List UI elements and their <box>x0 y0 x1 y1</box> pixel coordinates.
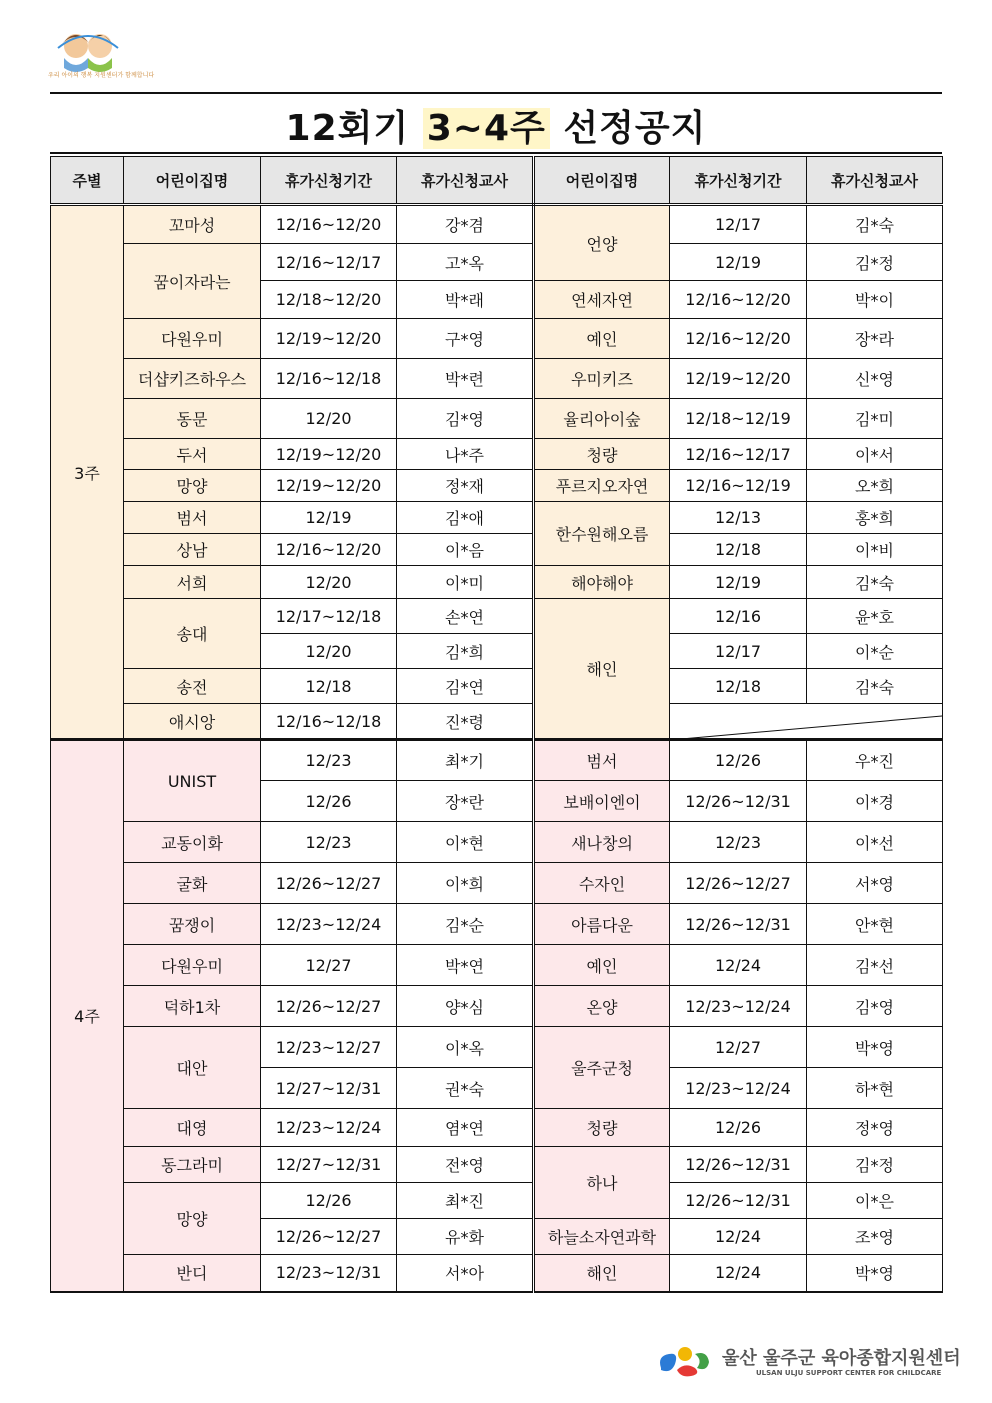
center-name: 율리아이숲 <box>534 399 670 439</box>
period-cell: 12/16~12/20 <box>261 534 397 566</box>
period-cell: 12/20 <box>261 399 397 439</box>
table-row <box>51 945 943 986</box>
table-row <box>51 740 943 781</box>
period-cell: 12/19~12/20 <box>670 359 807 399</box>
title-suffix: 선정공지 <box>563 108 707 149</box>
teacher-cell: 이*현 <box>397 822 534 863</box>
col-header: 어린이집명 <box>534 157 670 205</box>
center-name: 망양 <box>124 470 261 502</box>
center-name: 상남 <box>124 534 261 566</box>
period-cell: 12/16~12/20 <box>670 319 807 359</box>
period-cell: 12/20 <box>261 566 397 599</box>
period-cell: 12/23~12/31 <box>261 1255 397 1292</box>
center-name: 동그라미 <box>124 1147 261 1183</box>
teacher-cell: 정*재 <box>397 470 534 502</box>
center-name: 서희 <box>124 566 261 599</box>
center-name: 꼬마성 <box>124 205 261 244</box>
col-header: 주별 <box>51 157 124 205</box>
teacher-cell: 이*경 <box>807 781 943 822</box>
teacher-cell: 장*란 <box>397 781 534 822</box>
center-name: 해야해야 <box>534 566 670 599</box>
empty-slash-cell <box>670 704 943 740</box>
table-row <box>51 1147 943 1183</box>
center-name: 덕하1차 <box>124 986 261 1027</box>
center-name: 대영 <box>124 1109 261 1147</box>
period-cell: 12/23~12/24 <box>261 1109 397 1147</box>
teacher-cell: 손*연 <box>397 599 534 634</box>
period-cell: 12/23 <box>261 822 397 863</box>
period-cell: 12/26~12/31 <box>670 1183 807 1219</box>
teacher-cell: 박*이 <box>807 281 943 319</box>
table-row <box>51 986 943 1027</box>
center-name: 푸르지오자연 <box>534 470 670 502</box>
page-title <box>50 100 942 151</box>
center-name: 울주군청 <box>534 1027 670 1109</box>
period-cell: 12/26~12/31 <box>670 904 807 945</box>
org-subtitle: ULSAN ULJU SUPPORT CENTER FOR CHILDCARE <box>756 1369 942 1377</box>
center-name: 수자인 <box>534 863 670 904</box>
period-cell: 12/26~12/27 <box>261 863 397 904</box>
period-cell: 12/26~12/31 <box>670 781 807 822</box>
teacher-cell: 이*서 <box>807 439 943 470</box>
center-name: 언양 <box>534 205 670 281</box>
teacher-cell: 김*미 <box>807 399 943 439</box>
week-label: 3주 <box>51 205 124 740</box>
center-name: 하나 <box>534 1147 670 1219</box>
col-header: 휴가신청교사 <box>397 157 534 205</box>
period-cell: 12/27~12/31 <box>261 1147 397 1183</box>
period-cell: 12/26~12/27 <box>261 986 397 1027</box>
center-name: 송대 <box>124 599 261 669</box>
period-cell: 12/19 <box>261 502 397 534</box>
col-header: 휴가신청기간 <box>670 157 807 205</box>
center-name: 온양 <box>534 986 670 1027</box>
table-row <box>51 359 943 399</box>
teacher-cell: 홍*희 <box>807 502 943 534</box>
center-name: 더샵키즈하우스 <box>124 359 261 399</box>
teacher-cell: 오*희 <box>807 470 943 502</box>
center-name: 연세자연 <box>534 281 670 319</box>
center-name: 다원우미 <box>124 319 261 359</box>
teacher-cell: 김*선 <box>807 945 943 986</box>
period-cell: 12/17 <box>670 634 807 669</box>
period-cell: 12/23~12/27 <box>261 1027 397 1068</box>
period-cell: 12/27 <box>261 945 397 986</box>
teacher-cell: 이*옥 <box>397 1027 534 1068</box>
teacher-cell: 이*순 <box>807 634 943 669</box>
period-cell: 12/27 <box>670 1027 807 1068</box>
center-name: 해인 <box>534 599 670 740</box>
period-cell: 12/16~12/18 <box>261 704 397 740</box>
teacher-cell: 김*영 <box>397 399 534 439</box>
teacher-cell: 장*라 <box>807 319 943 359</box>
teacher-cell: 이*미 <box>397 566 534 599</box>
teacher-cell: 조*영 <box>807 1219 943 1255</box>
title-highlight: 3~4주 <box>423 108 550 149</box>
period-cell: 12/27~12/31 <box>261 1068 397 1109</box>
period-cell: 12/19~12/20 <box>261 319 397 359</box>
center-name: 범서 <box>534 740 670 781</box>
period-cell: 12/19~12/20 <box>261 470 397 502</box>
period-cell: 12/23 <box>670 822 807 863</box>
title-prefix: 12회기 <box>285 108 410 149</box>
teacher-cell: 박*영 <box>807 1027 943 1068</box>
center-name: 범서 <box>124 502 261 534</box>
period-cell: 12/18 <box>670 669 807 704</box>
teacher-cell: 안*현 <box>807 904 943 945</box>
footer-logo <box>655 1340 715 1380</box>
period-cell: 12/24 <box>670 945 807 986</box>
period-cell: 12/26 <box>670 1109 807 1147</box>
table-row <box>51 1027 943 1068</box>
teacher-cell: 우*진 <box>807 740 943 781</box>
table-row <box>51 1109 943 1147</box>
period-cell: 12/26~12/31 <box>670 1147 807 1183</box>
period-cell: 12/16~12/19 <box>670 470 807 502</box>
center-name: 하늘소자연과학 <box>534 1219 670 1255</box>
period-cell: 12/26 <box>670 740 807 781</box>
teacher-cell: 서*아 <box>397 1255 534 1292</box>
teacher-cell: 김*숙 <box>807 669 943 704</box>
table-row <box>51 205 943 244</box>
diagonal-line <box>670 704 943 740</box>
period-cell: 12/17~12/18 <box>261 599 397 634</box>
teacher-cell: 박*련 <box>397 359 534 399</box>
period-cell: 12/19 <box>670 244 807 281</box>
table-row <box>51 534 943 566</box>
teacher-cell: 유*화 <box>397 1219 534 1255</box>
title-banner <box>50 92 942 154</box>
period-cell: 12/18~12/20 <box>261 281 397 319</box>
teacher-cell: 이*선 <box>807 822 943 863</box>
teacher-cell: 최*진 <box>397 1183 534 1219</box>
period-cell: 12/16~12/17 <box>261 244 397 281</box>
period-cell: 12/18 <box>261 669 397 704</box>
teacher-cell: 신*영 <box>807 359 943 399</box>
period-cell: 12/16~12/20 <box>670 281 807 319</box>
center-logo-icon <box>655 1340 715 1380</box>
teacher-cell: 이*은 <box>807 1183 943 1219</box>
period-cell: 12/23 <box>261 740 397 781</box>
table-row <box>51 439 943 470</box>
period-cell: 12/20 <box>261 634 397 669</box>
col-header: 휴가신청교사 <box>807 157 943 205</box>
center-name: 망양 <box>124 1183 261 1255</box>
teacher-cell: 김*희 <box>397 634 534 669</box>
teacher-cell: 전*영 <box>397 1147 534 1183</box>
period-cell: 12/24 <box>670 1219 807 1255</box>
center-name: 청량 <box>534 1109 670 1147</box>
center-name: 예인 <box>534 945 670 986</box>
table-row <box>51 566 943 599</box>
period-cell: 12/19 <box>670 566 807 599</box>
period-cell: 12/26 <box>261 781 397 822</box>
period-cell: 12/16 <box>670 599 807 634</box>
table-row <box>51 502 943 534</box>
teacher-cell: 김*정 <box>807 1147 943 1183</box>
center-name: 동문 <box>124 399 261 439</box>
center-name: 우미키즈 <box>534 359 670 399</box>
period-cell: 12/17 <box>670 205 807 244</box>
center-name: 송전 <box>124 669 261 704</box>
table-row <box>51 1255 943 1292</box>
org-name: 울산 울주군 육아종합지원센터 <box>722 1348 961 1369</box>
teacher-cell: 이*비 <box>807 534 943 566</box>
teacher-cell: 이*음 <box>397 534 534 566</box>
center-name: 새나창의 <box>534 822 670 863</box>
teacher-cell: 김*정 <box>807 244 943 281</box>
teacher-cell: 고*옥 <box>397 244 534 281</box>
teacher-cell: 강*겸 <box>397 205 534 244</box>
center-name: 교동이화 <box>124 822 261 863</box>
center-name: 꿈이자라는 <box>124 244 261 319</box>
schedule-table <box>50 156 943 1293</box>
teacher-cell: 하*현 <box>807 1068 943 1109</box>
table-row <box>51 863 943 904</box>
teacher-cell: 김*숙 <box>807 566 943 599</box>
teacher-cell: 최*기 <box>397 740 534 781</box>
teacher-cell: 김*애 <box>397 502 534 534</box>
table-row <box>51 704 943 740</box>
table-row <box>51 470 943 502</box>
teacher-cell: 구*영 <box>397 319 534 359</box>
period-cell: 12/18~12/19 <box>670 399 807 439</box>
center-name: 꿈쟁이 <box>124 904 261 945</box>
table-row <box>51 1183 943 1219</box>
center-name: 굴화 <box>124 863 261 904</box>
center-name: 반디 <box>124 1255 261 1292</box>
period-cell: 12/16~12/18 <box>261 359 397 399</box>
table-row <box>51 399 943 439</box>
table-row <box>51 319 943 359</box>
center-name: 두서 <box>124 439 261 470</box>
teacher-cell: 김*숙 <box>807 205 943 244</box>
table-row <box>51 904 943 945</box>
table-row <box>51 822 943 863</box>
teacher-cell: 박*영 <box>807 1255 943 1292</box>
logo-tagline: 우리 아이의 행복 지원센터가 함께합니다 <box>48 72 155 79</box>
teacher-cell: 김*영 <box>807 986 943 1027</box>
center-name: UNIST <box>124 740 261 822</box>
teacher-cell: 양*심 <box>397 986 534 1027</box>
center-name: 보배이엔이 <box>534 781 670 822</box>
col-header: 어린이집명 <box>124 157 261 205</box>
center-name: 아름다운 <box>534 904 670 945</box>
period-cell: 12/19~12/20 <box>261 439 397 470</box>
period-cell: 12/26~12/27 <box>670 863 807 904</box>
center-name: 애시앙 <box>124 704 261 740</box>
teacher-cell: 염*연 <box>397 1109 534 1147</box>
center-name: 다원우미 <box>124 945 261 986</box>
period-cell: 12/18 <box>670 534 807 566</box>
teacher-cell: 진*령 <box>397 704 534 740</box>
teacher-cell: 박*래 <box>397 281 534 319</box>
center-name: 예인 <box>534 319 670 359</box>
teacher-cell: 김*순 <box>397 904 534 945</box>
teacher-cell: 박*연 <box>397 945 534 986</box>
week-label: 4주 <box>51 740 124 1292</box>
period-cell: 12/23~12/24 <box>261 904 397 945</box>
teacher-cell: 권*숙 <box>397 1068 534 1109</box>
col-header: 휴가신청기간 <box>261 157 397 205</box>
teacher-cell: 나*주 <box>397 439 534 470</box>
table-row <box>51 599 943 634</box>
teacher-cell: 김*연 <box>397 669 534 704</box>
center-name: 대안 <box>124 1027 261 1109</box>
teacher-cell: 이*희 <box>397 863 534 904</box>
center-name: 해인 <box>534 1255 670 1292</box>
period-cell: 12/16~12/20 <box>261 205 397 244</box>
teacher-cell: 윤*호 <box>807 599 943 634</box>
table-row <box>51 669 943 704</box>
center-name: 한수원해오름 <box>534 502 670 566</box>
period-cell: 12/16~12/17 <box>670 439 807 470</box>
period-cell: 12/26 <box>261 1183 397 1219</box>
table-row <box>51 244 943 281</box>
teacher-cell: 서*영 <box>807 863 943 904</box>
teacher-cell: 정*영 <box>807 1109 943 1147</box>
period-cell: 12/26~12/27 <box>261 1219 397 1255</box>
header-row <box>51 157 943 205</box>
period-cell: 12/23~12/24 <box>670 1068 807 1109</box>
center-name: 청량 <box>534 439 670 470</box>
period-cell: 12/13 <box>670 502 807 534</box>
period-cell: 12/23~12/24 <box>670 986 807 1027</box>
period-cell: 12/24 <box>670 1255 807 1292</box>
